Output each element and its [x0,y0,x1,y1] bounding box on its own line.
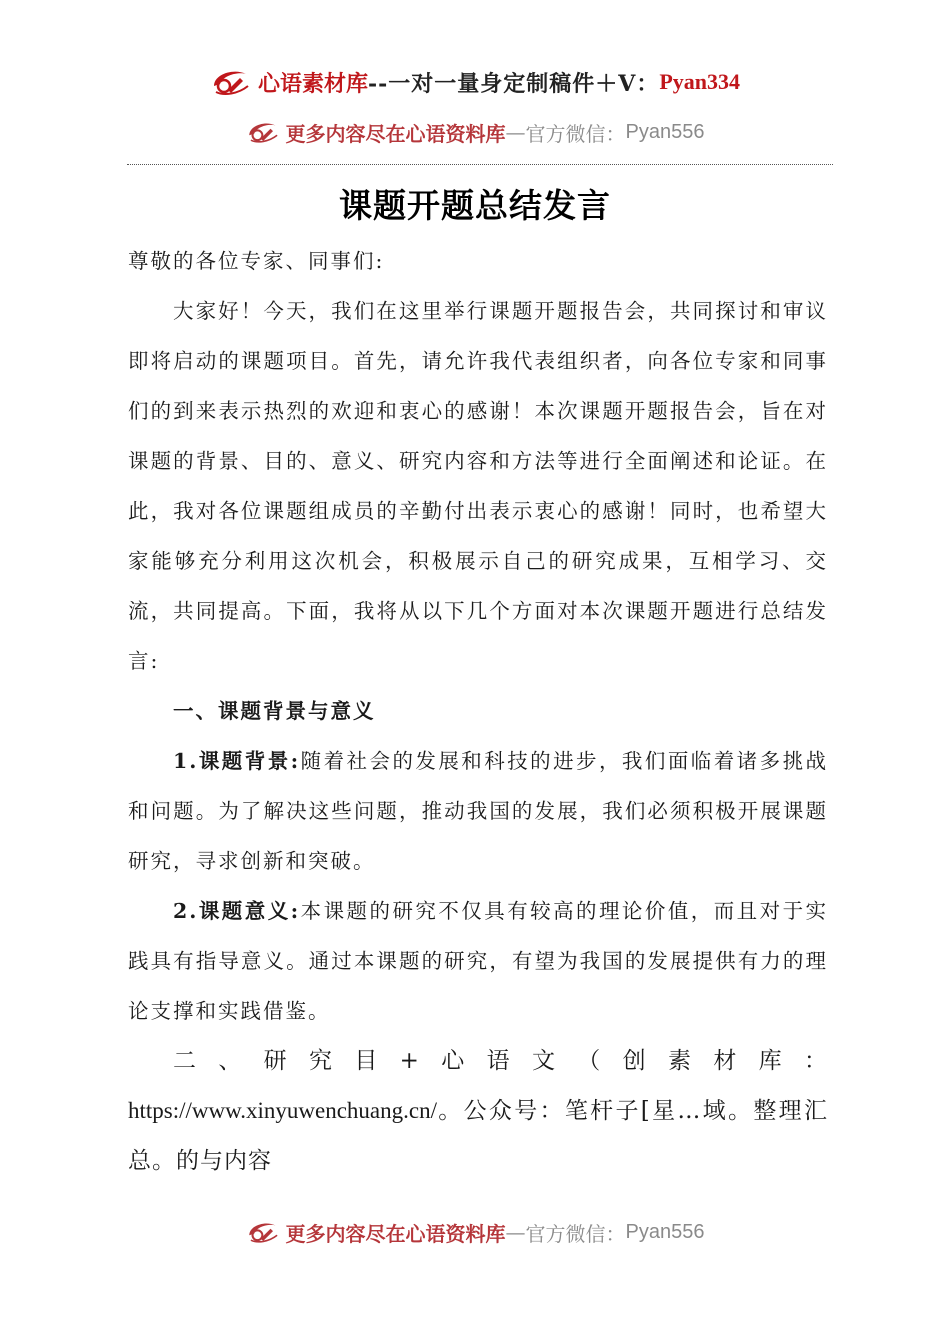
item1-paragraph [128,736,828,886]
footer-line [246,1218,705,1247]
subheader-line [246,118,705,147]
pen-logo-icon [246,1218,282,1246]
pen-logo-icon [246,118,282,146]
footer-dash: — [505,1220,526,1244]
footer-wechat: Pyan556 [625,1220,705,1243]
item2-label: 2.课题意义: [173,899,301,923]
item2-paragraph [128,886,828,1036]
footer-text: 更多内容尽在心语资料库 [285,1221,506,1246]
mixed-text-b: 。公众号：笔杆子[星…域。整理汇总。的与内容 [128,1098,828,1174]
page-header [0,62,950,102]
salutation: 尊敬的各位专家、同事们: [128,249,385,273]
header-tagline: --一对一量身定制稿件＋V： [367,70,660,97]
intro-paragraph: 大家好！今天，我们在这里举行课题开题报告会，共同探讨和审议即将启动的课题项目。首先，请允许我代表组织者，向各位专家和同事们的到来表示热烈的欢迎和衷心的感谢！本次课题开题报告会，旨在对课题的背景、目的、意义、研究内容和方法等进行全面阐述和论证。在此，我对各位课题组成员的辛勤付出表示衷心的感谢！同时，也希望大家能够充分利用这次机会，积极展示自己的研究成果，互相学习、交流，共同提高。下面，我将从以下几个方面对本次课题开题进行总结发言: [128,299,828,673]
page-footer [0,1212,950,1252]
mixed-text-a: 二、研究目+心语文（创素材库： [173,1048,828,1074]
mixed-paragraph [128,1036,828,1186]
header-brand: 心语素材库 [257,70,368,97]
header-wechat-id: Pyan334 [659,69,741,94]
subheader-label: 官方微信： [525,121,626,146]
subheader-wechat: Pyan556 [625,120,705,143]
item2-text: 本课题的研究不仅具有较高的理论价值，而且对于实践具有指导意义。通过本课题的研究，有望为我国的发展提供有力的理论支撑和实践借鉴。 [128,899,829,1023]
section1-heading: 一、课题背景与意义 [173,699,376,723]
header-divider [127,164,833,165]
document-body [128,236,828,1186]
item1-label: 1.课题背景: [173,749,301,773]
mixed-url: https://www.xinyuwenchuang.cn/ [128,1098,437,1123]
pen-logo-icon [210,66,254,98]
footer-label: 官方微信： [525,1221,626,1246]
subheader-text: 更多内容尽在心语资料库 [285,121,506,146]
page-subheader [0,112,950,152]
subheader-dash: — [505,120,526,144]
item1-text: 随着社会的发展和科技的进步，我们面临着诸多挑战和问题。为了解决这些问题，推动我国的发展，我们必须积极开展课题研究，寻求创新和突破。 [128,749,829,873]
header-line [210,66,740,98]
document-title: 课题开题总结发言 [339,186,611,225]
